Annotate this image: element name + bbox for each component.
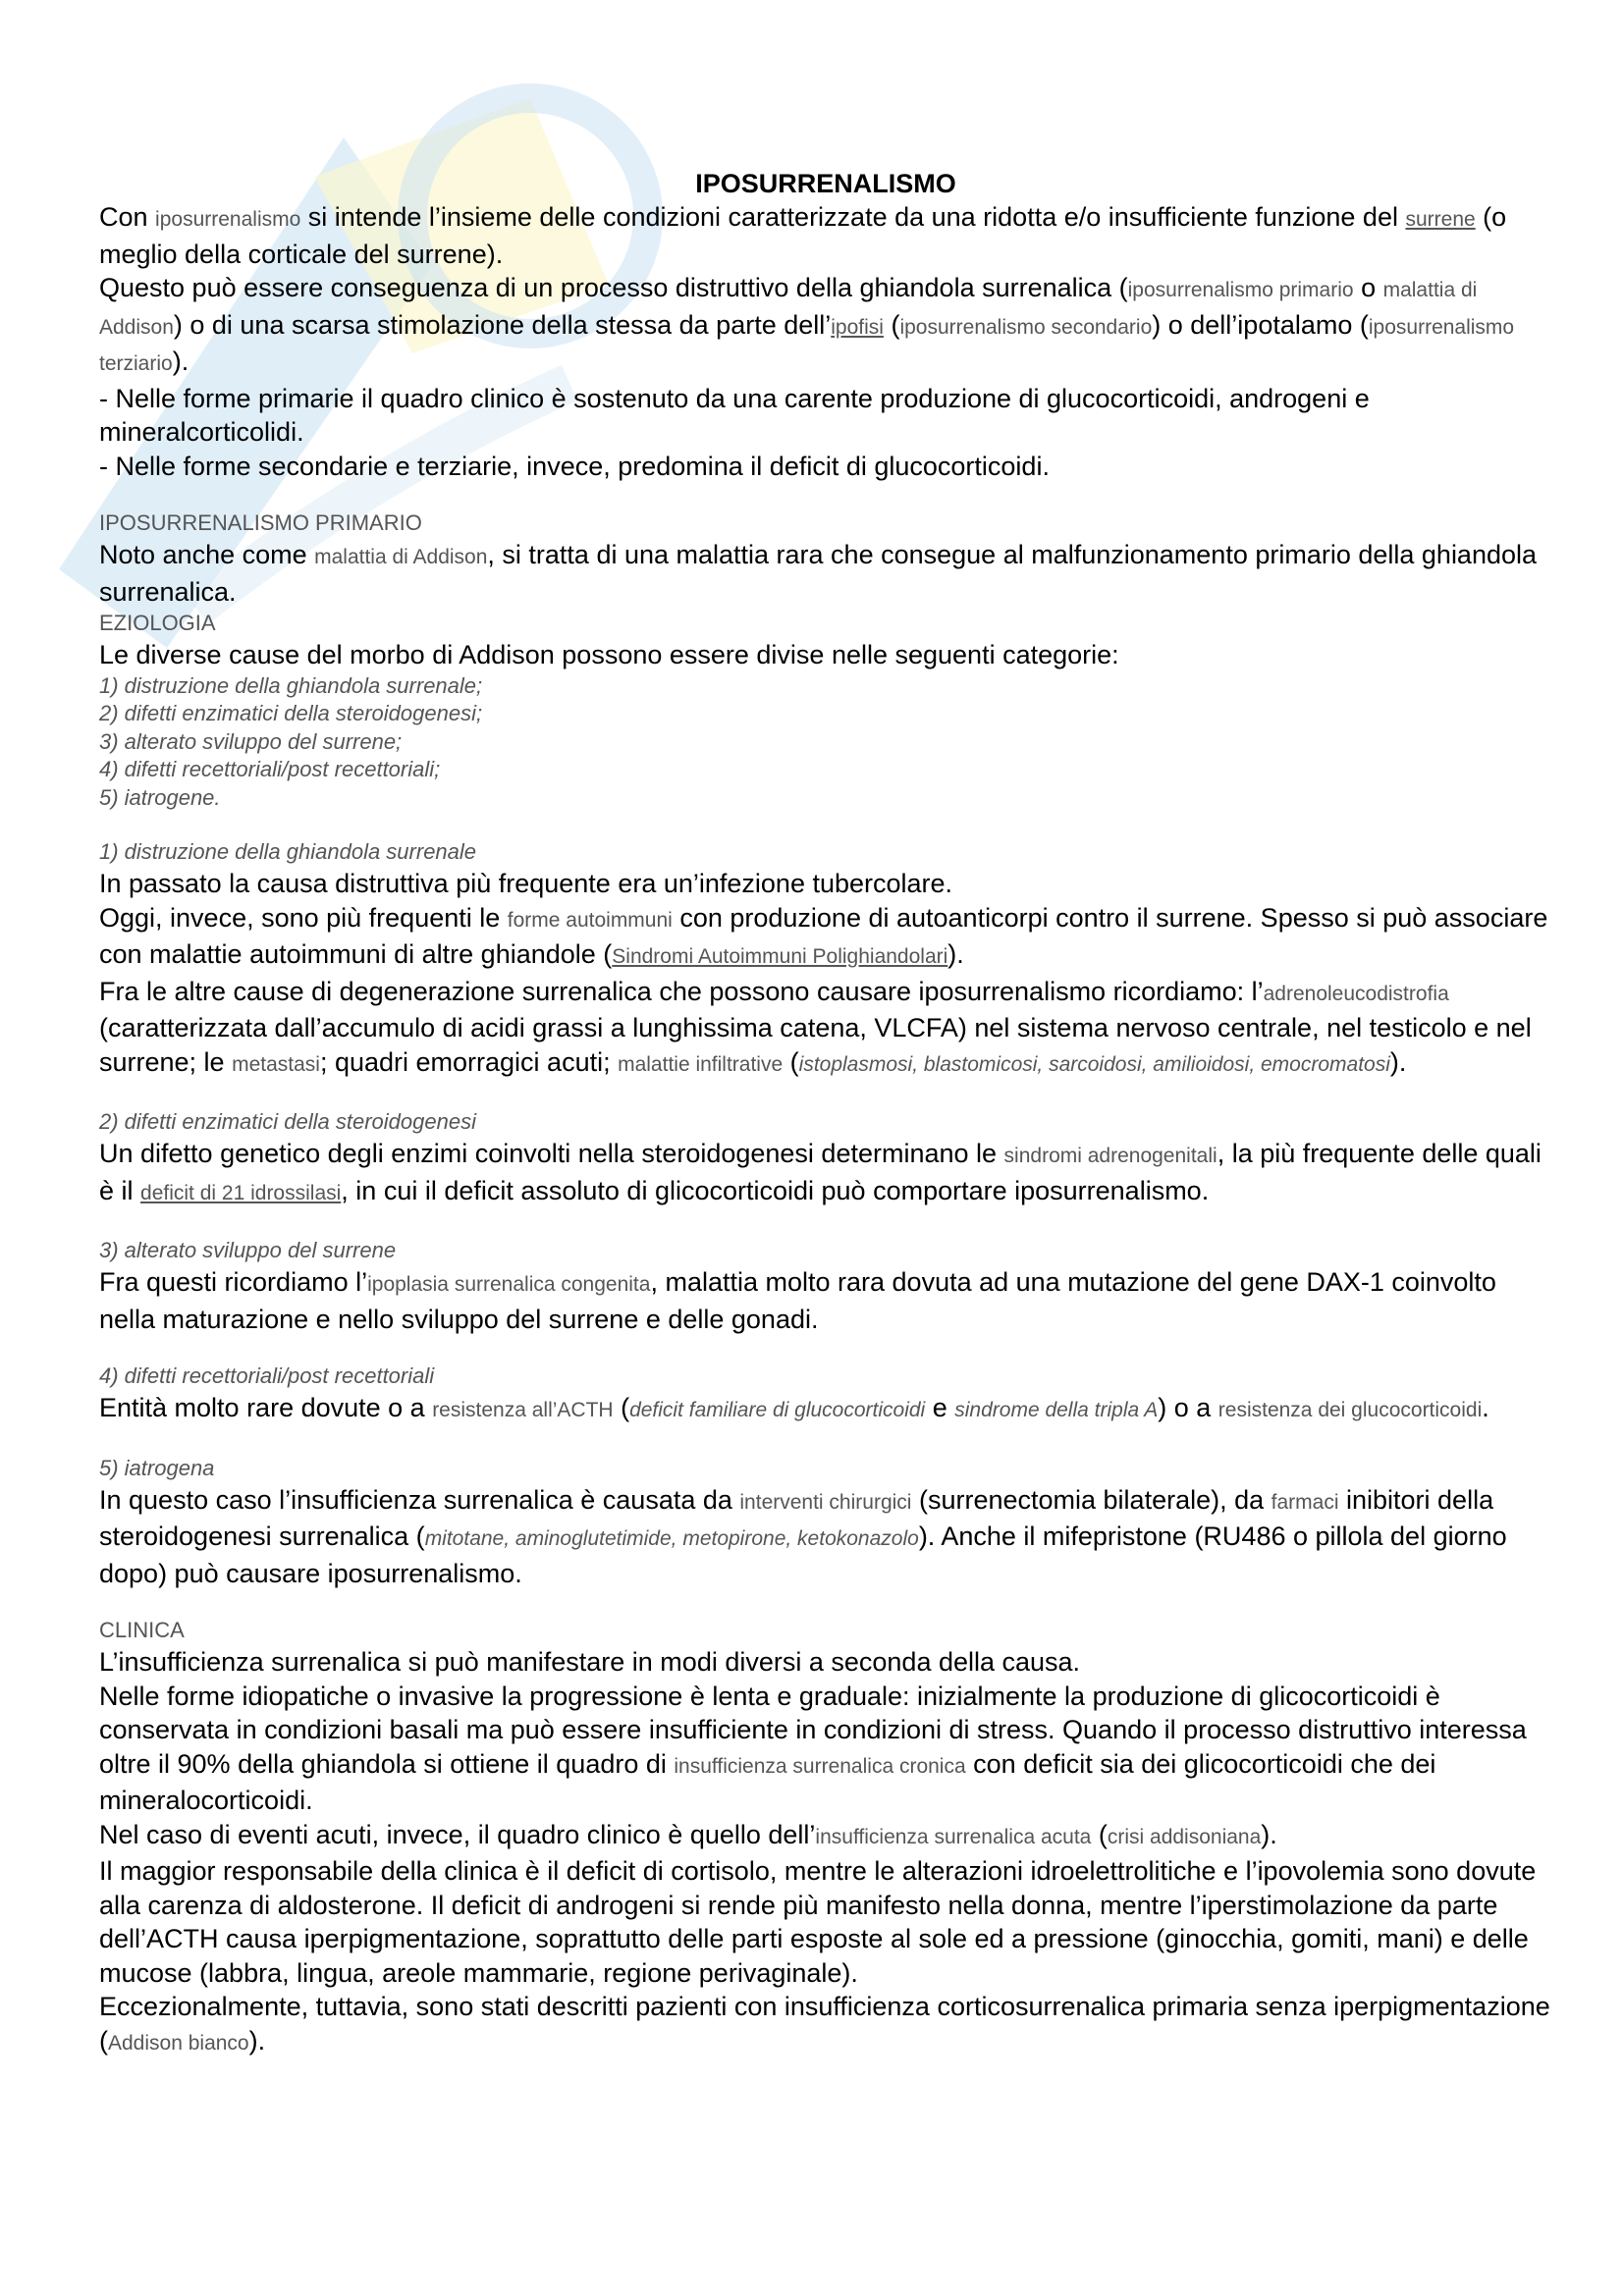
heading-section-3: 3) alterato sviluppo del surrene — [99, 1238, 397, 1262]
clinica-paragraph-2 — [99, 1680, 1552, 1818]
text: ( — [1091, 1819, 1108, 1849]
section-5-paragraph — [99, 1483, 1552, 1591]
text: o — [1353, 273, 1383, 302]
term: sindromi adrenogenitali — [1003, 1145, 1217, 1167]
heading-primario: IPOSURRENALISMO PRIMARIO — [99, 510, 422, 535]
term-italic: istoplasmosi, blastomicosi, sarcoidosi, amilioidosi, emocromatosi — [798, 1052, 1390, 1076]
text: ). — [248, 2025, 266, 2056]
text: ). — [172, 347, 189, 376]
heading-eziologia: EZIOLOGIA — [99, 611, 216, 635]
text: con produzione di autoanticorpi contro il surrene. Spesso si può associare con malattie autoimmuni di altre ghiandole ( — [99, 902, 1548, 969]
intro-paragraph-4: - Nelle forme secondarie e terziarie, invece, predomina il deficit di glucocorticoidi. — [99, 451, 1050, 481]
term: resistenza all’ACTH — [432, 1399, 614, 1421]
term: adrenoleucodistrofia — [1263, 982, 1449, 1005]
text: In questo caso l’insufficienza surrenalica è causata da — [99, 1484, 740, 1515]
term: malattie infiltrative — [618, 1052, 784, 1076]
term-italic: mitotane, aminoglutetimide, metopirone, ketokonazolo — [424, 1527, 919, 1550]
text: (o meglio della corticale del surrene). — [99, 202, 1507, 269]
term: iposurrenalismo terziario — [99, 315, 1515, 375]
text: ( — [613, 1393, 630, 1422]
text: ( — [883, 309, 900, 340]
term: crisi addisoniana — [1107, 1825, 1262, 1848]
text: con deficit sia dei glicocorticoidi che dei mineralocorticoidi. — [99, 1748, 1436, 1815]
term: resistenza dei glucocorticoidi — [1217, 1399, 1483, 1421]
term: interventi chirurgici — [739, 1490, 912, 1514]
text: . — [1482, 1393, 1489, 1422]
list-item: 3) alterato sviluppo del surrene; — [99, 728, 403, 754]
heading-clinica: CLINICA — [99, 1618, 185, 1642]
text: , in cui il deficit assoluto di glicocorticoidi può comportare iposurrenalismo. — [341, 1175, 1210, 1205]
text: ) o a — [1158, 1393, 1218, 1422]
text: inibitori della steroidogenesi surrenalica ( — [99, 1484, 1494, 1551]
text: Nelle forme idiopatiche o invasive la progressione è lenta e graduale: inizialmente la produzione di glicocorticoidi è conservata in condizioni basali ma può essere insufficiente in condizioni di stress. Quando il processo distruttivo interessa oltre il 90% della ghiandola si ottiene il quadro di — [99, 1681, 1527, 1779]
section-1-paragraph-2 — [99, 901, 1552, 975]
text: Un difetto genetico degli enzimi coinvolti nella steroidogenesi determinano le — [99, 1139, 1004, 1168]
clinica-paragraph-1: L’insufficienza surrenalica si può manifestare in modi diversi a seconda della causa. — [99, 1647, 1081, 1677]
list-item: 4) difetti recettoriali/post recettoriali; — [99, 757, 441, 781]
text: , malattia molto rara dovuta ad una mutazione del gene DAX-1 coinvolto nella maturazione e nello sviluppo del surrene e delle gonadi. — [99, 1267, 1496, 1334]
text: ) o di una scarsa stimolazione della stessa da parte dell’ — [173, 309, 832, 340]
heading-section-5: 5) iatrogena — [99, 1455, 215, 1480]
link-sindromi-autoimmuni[interactable]: Sindromi Autoimmuni Polighiandolari — [612, 945, 948, 968]
term: metastasi — [232, 1052, 320, 1076]
link-deficit-21-idrossilasi[interactable]: deficit di 21 idrossilasi — [140, 1181, 342, 1204]
text: ). Anche il mifepristone (RU486 o pillola del giorno dopo) può causare iposurrenalismo. — [99, 1522, 1507, 1588]
text: ( — [783, 1046, 799, 1077]
text: ). — [1261, 1819, 1277, 1849]
section-4-paragraph — [99, 1391, 1552, 1428]
term-italic: sindrome della tripla A — [954, 1399, 1159, 1421]
text: Fra le altre cause di degenerazione surrenalica che possono causare iposurrenalismo ricordiamo: l’ — [99, 976, 1264, 1006]
primario-paragraph — [99, 538, 1552, 609]
term: malattia di Addison — [99, 279, 1478, 339]
section-1-paragraph-3 — [99, 975, 1552, 1083]
section-2-paragraph — [99, 1137, 1552, 1210]
clinica-paragraph-4: Il maggior responsabile della clinica è il deficit di cortisolo, mentre le alterazioni idroelettrolitiche e l’ipovolemia sono dovute alla carenza di aldosterone. Il deficit di androgeni si rende più manifesto nella donna, mentre l’iperstimolazione da parte dell’ACTH causa iperpigmentazione, soprattutto delle parti esposte al sole ed a pressione (ginocchia, gomiti, mani) e delle mucose (labbra, lingua, areole mammarie, regione perivaginale). — [99, 1856, 1537, 1988]
section-3-paragraph — [99, 1265, 1552, 1336]
term: iposurrenalismo secondario — [899, 315, 1153, 339]
clinica-paragraph-5 — [99, 1990, 1552, 2060]
intro-paragraph-2 — [99, 271, 1552, 382]
text: Questo può essere conseguenza di un processo distruttivo della ghiandola surrenalica ( — [99, 273, 1128, 302]
document-title: IPOSURRENALISMO — [695, 169, 956, 198]
clinica-paragraph-3 — [99, 1818, 1552, 1855]
intro-paragraph-1 — [99, 200, 1552, 271]
term: Addison bianco — [108, 2031, 249, 2055]
text: Con — [99, 202, 156, 232]
term: forme autoimmuni — [507, 908, 673, 932]
text: ). — [947, 939, 964, 969]
text: , la più frequente delle quali è il — [99, 1139, 1542, 1205]
text: Fra questi ricordiamo l’ — [99, 1267, 368, 1297]
text: Entità molto rare dovute o a — [99, 1393, 433, 1422]
term: ipoplasia surrenalica congenita — [367, 1273, 651, 1296]
term: insufficienza surrenalica acuta — [815, 1825, 1092, 1848]
text: e — [925, 1393, 955, 1422]
term: iposurrenalismo — [155, 208, 301, 231]
text: ). — [1389, 1046, 1407, 1077]
link-surrene[interactable]: surrene — [1405, 208, 1476, 231]
document-page — [99, 167, 1552, 2060]
heading-section-2: 2) difetti enzimatici della steroidogenesi — [99, 1109, 476, 1134]
list-item: 5) iatrogene. — [99, 784, 221, 810]
list-item: 1) distruzione della ghiandola surrenale; — [99, 672, 483, 698]
term: iposurrenalismo primario — [1127, 279, 1354, 301]
text: Nel caso di eventi acuti, invece, il quadro clinico è quello dell’ — [99, 1819, 816, 1849]
text: ) o dell’ipotalamo ( — [1152, 309, 1369, 340]
term: malattia di Addison — [314, 546, 488, 568]
intro-paragraph-3: - Nelle forme primarie il quadro clinico è sostenuto da una carente produzione di glucocorticoidi, androgeni e mineralcorticolidi. — [99, 383, 1370, 447]
heading-section-1: 1) distruzione della ghiandola surrenale — [99, 839, 477, 864]
term-italic: deficit familiare di glucocorticoidi — [629, 1399, 926, 1421]
eziologia-paragraph: Le diverse cause del morbo di Addison possono essere divise nelle seguenti categorie: — [99, 640, 1119, 669]
heading-section-4: 4) difetti recettoriali/post recettoriali — [99, 1363, 435, 1388]
link-ipofisi[interactable]: ipofisi — [831, 315, 884, 339]
section-1-paragraph-1: In passato la causa distruttiva più frequente era un’infezione tubercolare. — [99, 869, 953, 898]
text: Noto anche come — [99, 540, 315, 569]
text: Oggi, invece, sono più frequenti le — [99, 902, 508, 933]
text: (caratterizzata dall’accumulo di acidi grassi a lunghissima catena, VLCFA) nel sistema nervoso centrale, nel testicolo e nel surrene; le — [99, 1013, 1532, 1077]
text: si intende l’insieme delle condizioni caratterizzate da una ridotta e/o insufficiente funzione del — [300, 202, 1406, 232]
term: insufficienza surrenalica cronica — [674, 1754, 966, 1778]
term: farmaci — [1271, 1490, 1339, 1514]
text: ; quadri emorragici acuti; — [319, 1046, 619, 1077]
text: Eccezionalmente, tuttavia, sono stati descritti pazienti con insufficienza corticosurrenalica primaria senza iperpigmentazione ( — [99, 1992, 1550, 2056]
text: , si tratta di una malattia rara che consegue al malfunzionamento primario della ghiandola surrenalica. — [99, 540, 1538, 607]
text: (surrenectomia bilaterale), da — [911, 1484, 1271, 1515]
list-item: 2) difetti enzimatici della steroidogenesi; — [99, 701, 483, 725]
